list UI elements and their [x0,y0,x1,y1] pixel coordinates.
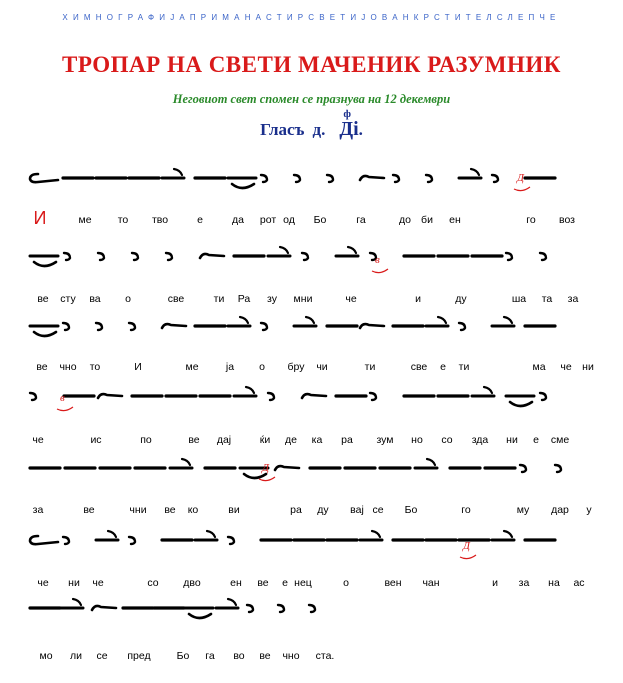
lyric-syllable: воз [559,214,575,226]
lyric-syllable: зу [267,293,277,305]
lyric-syllable: ду [455,293,467,305]
lyric-syllable: од [283,214,295,226]
neume-mark [459,323,465,330]
neume-mark [336,247,358,256]
lyric-syllable: дар [551,504,569,516]
lyric-syllable: вен [384,577,402,589]
lyric-syllable: ни [506,434,518,446]
lyric-syllable: ти [364,361,376,373]
neume-mark [64,253,70,260]
fthora-swash-icon [372,269,388,273]
neume-mark [30,536,58,544]
lyric-syllable: рот [259,214,277,226]
neume-mark [92,606,116,610]
lyric-syllable: че [345,293,357,305]
neume-mark [492,317,514,326]
neume-mark [360,324,384,328]
lyric-syllable: чни [129,504,147,516]
neume-mark [195,531,217,540]
lyric-syllable: со [147,577,159,589]
neume-mark [247,605,253,612]
neume-mark [415,459,437,468]
neume-mark [98,253,104,260]
lyric-syllable: за [32,504,44,516]
lyric-syllable: по [140,434,152,446]
lyric-syllable: ли [70,650,82,662]
lyric-syllable: е [282,577,288,589]
lyric-syllable: мни [293,293,313,305]
lyric-syllable: е [440,361,446,373]
lyric-syllable: че [92,577,104,589]
initial-letter: И [33,208,47,228]
lyric-syllable: ас [573,577,585,589]
neume-mark [459,169,481,178]
lyric-syllable: га [356,214,366,226]
neume-mark [492,175,498,182]
lyric-syllable: ќи [259,434,271,446]
neume-mark [98,394,122,398]
neume-mark [166,253,172,260]
lyric-syllable: Ра [237,293,251,305]
mode-label: Гласъ [260,120,305,139]
neume-mark [393,175,399,182]
lyric-syllable: ма [532,361,546,373]
neume-mark [302,253,308,260]
neume-mark [96,323,102,330]
neume-mark [61,599,83,608]
lyric-syllable: нец [294,577,312,589]
lyric-syllable: му [516,504,530,516]
lyric-syllable: ве [257,577,269,589]
neume-mark [30,256,58,266]
lyric-syllable: Бо [404,504,418,516]
neume-mark [360,176,384,180]
lyric-syllable: ти [213,293,225,305]
lyric-syllable: ме [185,361,199,373]
lyric-syllable: го [526,214,536,226]
fthora-sign: в [375,254,380,266]
lyric-syllable: ша [511,293,527,305]
neume-mark [278,605,284,612]
neume-mark [370,393,376,400]
lyric-line [0,208,623,230]
lyric-syllable: ра [341,434,353,446]
lyric-syllable: на [548,577,560,589]
lyric-syllable: вај [350,504,364,516]
lyric-syllable: бру [287,361,305,373]
fthora-swash-icon [460,555,476,559]
neume-mark [426,317,448,326]
mode-martyria-sign-icon: ф [343,108,351,120]
neume-mark [216,599,238,608]
lyric-syllable: ве [36,361,48,373]
lyric-syllable: чно [282,650,300,662]
lyric-syllable: да [232,214,244,226]
fthora-swash-icon [514,187,530,191]
fthora-sign: Д [262,462,269,474]
lyric-syllable: зум [376,434,394,446]
lyric-syllable: ни [582,361,594,373]
neume-mark [302,394,326,398]
lyric-syllable: та [541,293,553,305]
lyric-syllable: чи [316,361,328,373]
neume-mark [129,323,135,330]
neume-mark [170,459,192,468]
lyric-line [0,361,623,377]
neume-mark [30,326,58,336]
neume-mark [228,317,250,326]
lyric-syllable: но [411,434,423,446]
lyric-syllable: че [560,361,572,373]
lyric-syllable: би [421,214,433,226]
lyric-syllable: чно [59,361,77,373]
neume-mark [492,531,514,540]
lyric-syllable: Бо [176,650,190,662]
neume-mark [261,323,267,330]
lyric-syllable: се [96,650,108,662]
neume-mark [275,466,299,470]
lyric-syllable: ис [90,434,102,446]
lyric-syllable: пред [127,650,151,662]
lyric-syllable: во [233,650,245,662]
lyric-syllable: то [89,361,101,373]
neume-mark [555,465,561,472]
neume-mark [309,605,315,612]
lyric-syllable: го [461,504,471,516]
lyric-syllable: ра [290,504,302,516]
header-line: ХИМНОГРАФИЈАПРИМАНАСТИРСВЕТИЈОВАНКРСТИТЕЛСЛЕПЧЕ [62,13,561,22]
neume-mark [30,393,36,400]
lyric-syllable: о [259,361,265,373]
fthora-sign: Д [463,540,470,552]
lyric-syllable: ва [89,293,101,305]
neume-mark [162,169,184,178]
lyric-syllable: у [586,504,592,516]
lyric-syllable: че [37,577,49,589]
neume-mark [261,175,267,182]
neume-mark [185,608,213,618]
lyric-syllable: и [492,577,498,589]
neume-mark [268,393,274,400]
neume-mark [294,317,316,326]
neume-mark [327,175,333,182]
neume-mark [228,537,234,544]
lyric-syllable: ти [458,361,470,373]
neume-mark [63,537,69,544]
neume-mark [472,387,494,396]
lyric-syllable: се [372,504,384,516]
lyric-syllable: ен [449,214,461,226]
lyric-syllable: тво [151,214,169,226]
lyric-syllable: е [533,434,539,446]
lyric-syllable: га [205,650,215,662]
lyric-syllable: е [197,214,203,226]
neume-mark [506,396,534,406]
lyric-line [0,434,623,450]
lyric-syllable: ен [230,577,242,589]
lyric-syllable: све [410,361,428,373]
lyric-syllable: дај [216,434,232,446]
neume-mark [129,537,135,544]
neume-mark [63,323,69,330]
lyric-syllable: то [117,214,129,226]
neume-mark [228,178,256,188]
lyric-syllable: де [285,434,297,446]
lyric-syllable: ни [68,577,80,589]
lyric-syllable: за [518,577,530,589]
neume-mark [132,253,138,260]
lyric-syllable: ве [83,504,95,516]
lyric-syllable: сме [550,434,570,446]
lyric-syllable: све [167,293,185,305]
neume-mark [268,247,290,256]
page-subtitle: Неговиот свет спомен се празнува на 12 декември [172,92,451,106]
lyric-syllable: ве [259,650,271,662]
lyric-syllable: И [134,361,142,373]
lyric-syllable: че [32,434,44,446]
lyric-syllable: со [441,434,453,446]
neume-mark [426,175,432,182]
lyric-syllable: ве [164,504,176,516]
lyric-syllable: и [415,293,421,305]
page-title: ТРОПАР НА СВЕТИ МАЧЕНИК РАЗУМНИК [62,52,561,77]
mode-mark: . [358,120,363,139]
lyric-line [0,293,623,309]
lyric-syllable: ве [37,293,49,305]
lyric-syllable: ка [311,434,323,446]
lyric-syllable: ја [225,361,235,373]
lyric-syllable: ви [228,504,240,516]
neume-mark [520,465,526,472]
fthora-sign: в [60,392,65,404]
fthora-swash-icon [57,407,73,411]
fthora-sign: Д [517,172,524,184]
lyric-syllable: ве [188,434,200,446]
lyric-line [0,504,623,520]
neume-mark [162,324,186,328]
mode-martyria-text: Дi [339,118,359,140]
lyric-syllable: ста. [315,650,335,662]
neume-mark [506,253,512,260]
neume-mark [96,531,118,540]
lyric-line [0,650,623,666]
lyric-syllable: ко [187,504,199,516]
neume-mark [540,393,546,400]
neume-mark [360,531,382,540]
lyric-syllable: мо [39,650,53,662]
lyric-syllable: о [343,577,349,589]
lyric-syllable: о [125,293,131,305]
lyric-syllable: ме [78,214,92,226]
lyric-syllable: до [399,214,411,226]
neume-mark [200,254,224,258]
mode-letter: д. [312,120,326,139]
neume-mark [540,253,546,260]
lyric-syllable: дво [183,577,201,589]
lyric-syllable: ду [317,504,329,516]
neume-mark [234,387,256,396]
lyric-syllable: за [567,293,579,305]
lyric-syllable: Бо [313,214,327,226]
lyric-line [0,577,623,593]
lyric-syllable: зда [471,434,489,446]
lyric-syllable: сту [60,293,76,305]
lyric-syllable: чан [422,577,440,589]
neume-mark [294,175,300,182]
neume-mark [30,174,58,182]
